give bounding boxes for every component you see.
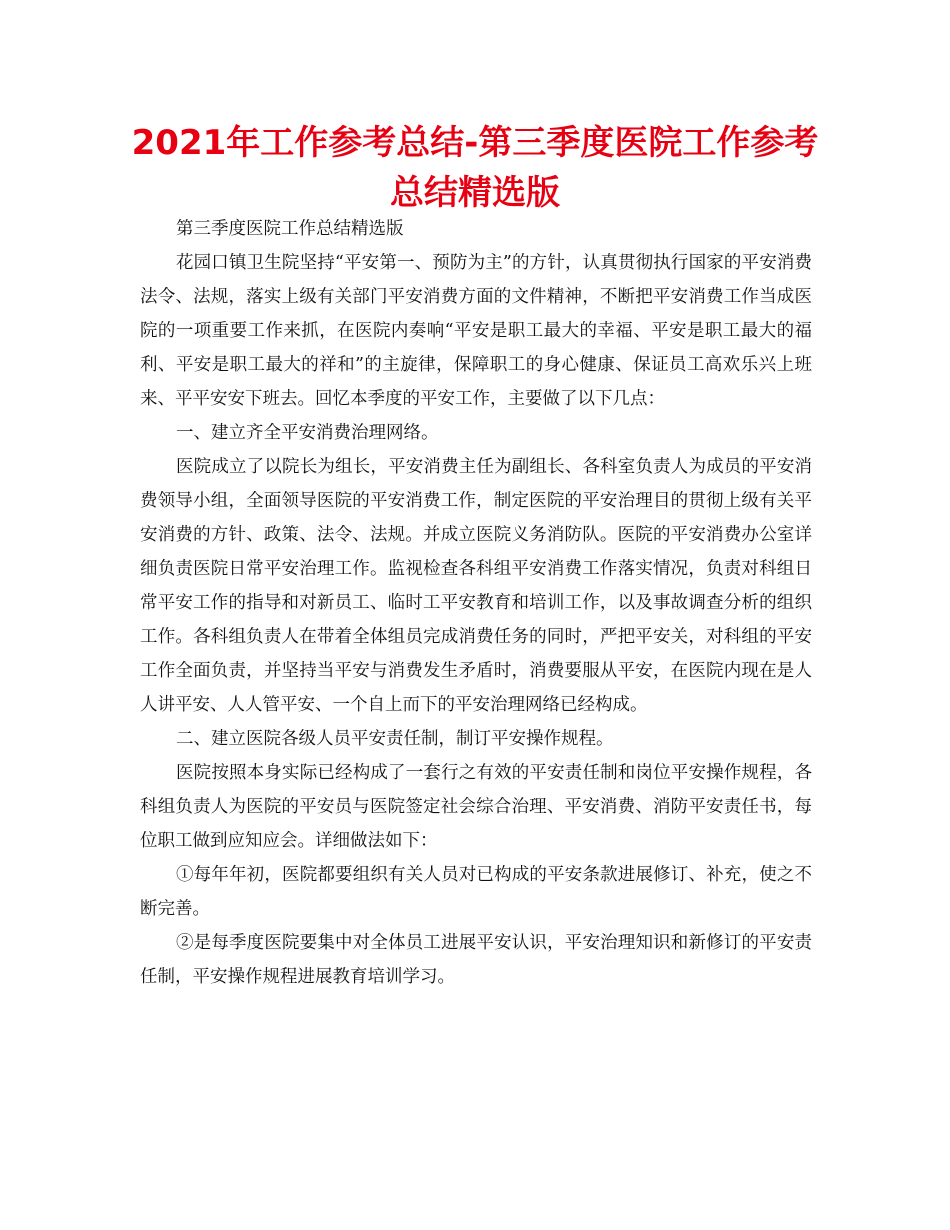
section-2-paragraph: 医院按照本身实际已经构成了一套行之有效的平安责任制和岗位平安操作规程，各科组负责人为医院的平安员与医院签定社会综合治理、平安消费、消防平安责任书，每位职工做到应知应会。详细做法如下： <box>140 763 812 851</box>
intro-paragraph: 花园口镇卫生院坚持“平安第一、预防为主”的方针，认真贯彻执行国家的平安消费法令、法规，落实上级有关部门平安消费方面的文件精神，不断把平安消费工作当成医院的一项重要工作来抓，在医院内奏响“平安是职工最大的幸福、平安是职工最大的福利、平安是职工最大的祥和”的主旋律，保障职工的身心健康、保证员工高欢乐兴上班来、平平安安下班去。回忆本季度的平安工作，主要做了以下几点： <box>140 253 812 409</box>
subtitle-paragraph: 第三季度医院工作总结精选版 <box>176 219 404 239</box>
section-heading-1: 一、建立齐全平安消费治理网络。 <box>176 423 439 443</box>
list-item-2: ②是每季度医院要集中对全体员工进展平安认识，平安治理知识和新修订的平安责任制，平安操作规程进展教育培训学习。 <box>140 933 812 987</box>
document-title: 2021年工作参考总结-第三季度医院工作参考总结精选版 <box>131 123 819 213</box>
section-heading-2: 二、建立医院各级人员平安责任制，制订平安操作规程。 <box>176 729 614 749</box>
list-item-1: ①每年年初，医院都要组织有关人员对已构成的平安条款进展修订、补充，使之不断完善。 <box>140 865 812 919</box>
document-body <box>140 212 812 994</box>
section-1-paragraph: 医院成立了以院长为组长，平安消费主任为副组长、各科室负责人为成员的平安消费领导小组，全面领导医院的平安消费工作，制定医院的平安治理目的贯彻上级有关平安消费的方针、政策、法令、法规。并成立医院义务消防队。医院的平安消费办公室详细负责医院日常平安治理工作。监视检查各科组平安消费工作落实情况，负责对科组日常平安工作的指导和对新员工、临时工平安教育和培训工作，以及事故调查分析的组织工作。各科组负责人在带着全体组员完成消费任务的同时，严把平安关，对科组的平安工作全面负责，并坚持当平安与消费发生矛盾时，消费要服从平安，在医院内现在是人人讲平安、人人管平安、一个自上而下的平安治理网络已经构成。 <box>140 457 812 715</box>
